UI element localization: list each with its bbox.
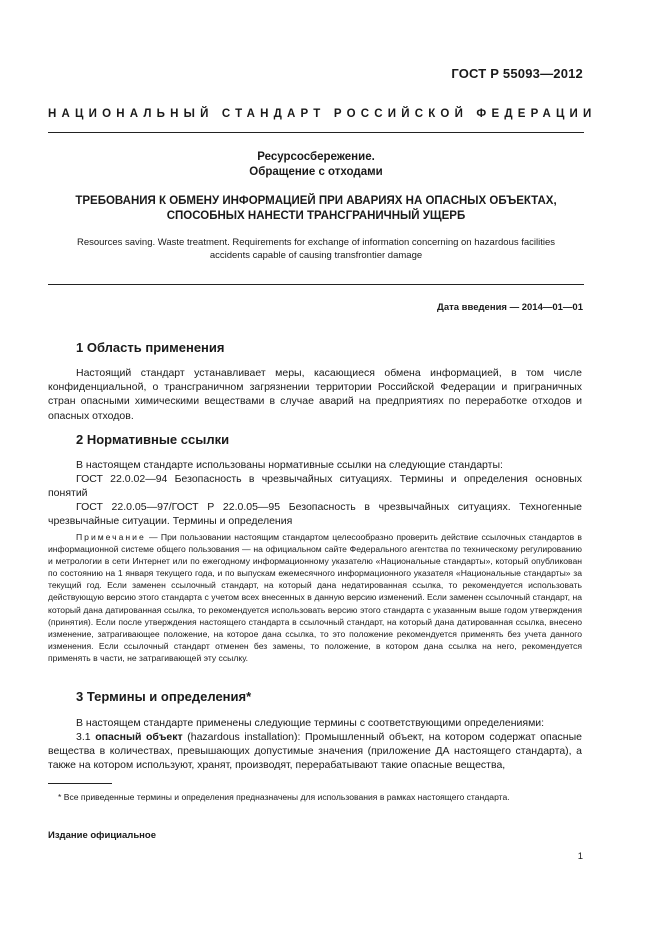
section-1-text: Настоящий стандарт устанавливает меры, касающиеся обмена информацией, в том числе конфиденциальной, о трансграничном загрязнении территории Российской Федерации и приграничных стран опасными химическими веществами в случае аварий на предприятиях по переработке отходов и опасных отходов. — [48, 367, 582, 422]
national-standard-banner: НАЦИОНАЛЬНЫЙ СТАНДАРТ РОССИЙСКОЙ ФЕДЕРАЦИИ — [48, 108, 597, 120]
section-3-heading: 3 Термины и определения* — [76, 689, 252, 704]
section-2-note: Примечание — При пользовании настоящим стандартом целесообразно проверить действие ссылочных стандартов в информационной системе общего пользования — на официальном сайте Федерального агентства по техническому регулированию и метрологии в сети Интернет или по ежегодному информационному указателю «Национальные стандарты», который опубликован по состоянию на 1 января текущего года, и по выпускам ежемесячного информационного указателя «Национальные стандарты» за текущий год. Если заменен ссылочный стандарт, на который дана недатированная ссылка, то рекомендуется использовать действующую версию этого стандарта с учетом всех внесенных в данную версию изменений. Если заменен ссылочный стандарт, на который дана датированная ссылка, то рекомендуется использовать версию этого стандарта с указанным выше годом утверждения (принятия). Если после утверждения настоящего стандарта в ссылочный стандарт, на который дана датированная ссылка, внесено изменение, затрагивающее положение, на которое дана ссылка, то это положение рекомендуется применять без учета данного изменения. Если ссылочный стандарт отменен без замены, то положение, в котором дана ссылка на него, рекомендуется применять в части, не затрагивающей эту ссылку. — [48, 532, 582, 663]
term-name: опасный объект — [95, 731, 183, 743]
header-divider — [48, 132, 584, 133]
title-line-2: Обращение с отходами — [249, 166, 383, 178]
section-3-intro: В настоящем стандарте применены следующие термины с соответствующими определениями: — [76, 717, 545, 729]
main-title-line-2: СПОСОБНЫХ НАНЕСТИ ТРАНСГРАНИЧНЫЙ УЩЕРБ — [166, 210, 466, 222]
footnote-divider — [48, 783, 112, 784]
section-1-heading: 1 Область применения — [76, 340, 225, 355]
reference-1: ГОСТ 22.0.02—94 Безопасность в чрезвычайных ситуациях. Термины и определения основных понятий — [48, 473, 582, 500]
section-2-intro: В настоящем стандарте использованы нормативные ссылки на следующие стандарты: — [76, 459, 503, 471]
english-title-line-1: Resources saving. Waste treatment. Requirements for exchange of information concerning on hazardous facilities — [76, 237, 556, 248]
english-title-line-2: accidents capable of causing transfrontier damage — [209, 250, 423, 261]
edition-label: Издание официальное — [48, 830, 156, 841]
english-title — [48, 236, 584, 262]
page-number: 1 — [577, 851, 583, 862]
footnote: * Все приведенные термины и определения предназначены для использования в рамках настоящего стандарта. — [58, 792, 510, 802]
title-divider — [48, 284, 584, 285]
reference-2: ГОСТ 22.0.05—97/ГОСТ Р 22.0.05—95 Безопасность в чрезвычайных ситуациях. Техногенные чрезвычайные ситуации. Термины и определения — [48, 501, 582, 528]
document-code: ГОСТ Р 55093—2012 — [451, 66, 583, 81]
title-block — [48, 150, 584, 180]
title-line-1: Ресурсосбережение. — [257, 151, 375, 163]
term-3-1: 3.1 опасный объект (hazardous installation): Промышленный объект, на котором содержат опасные вещества в количествах, превышающих допустимые значения (приложение ДА настоящего стандарта), а также на котором используют, хранят, производят, перерабатывают такие опасные вещества, — [48, 731, 582, 772]
main-title-line-1: ТРЕБОВАНИЯ К ОБМЕНУ ИНФОРМАЦИЕЙ ПРИ АВАРИЯХ НА ОПАСНЫХ ОБЪЕКТАХ, — [75, 195, 557, 207]
main-title — [48, 194, 584, 224]
introduction-date: Дата введения — 2014—01—01 — [437, 302, 583, 313]
section-2-heading: 2 Нормативные ссылки — [76, 432, 230, 447]
